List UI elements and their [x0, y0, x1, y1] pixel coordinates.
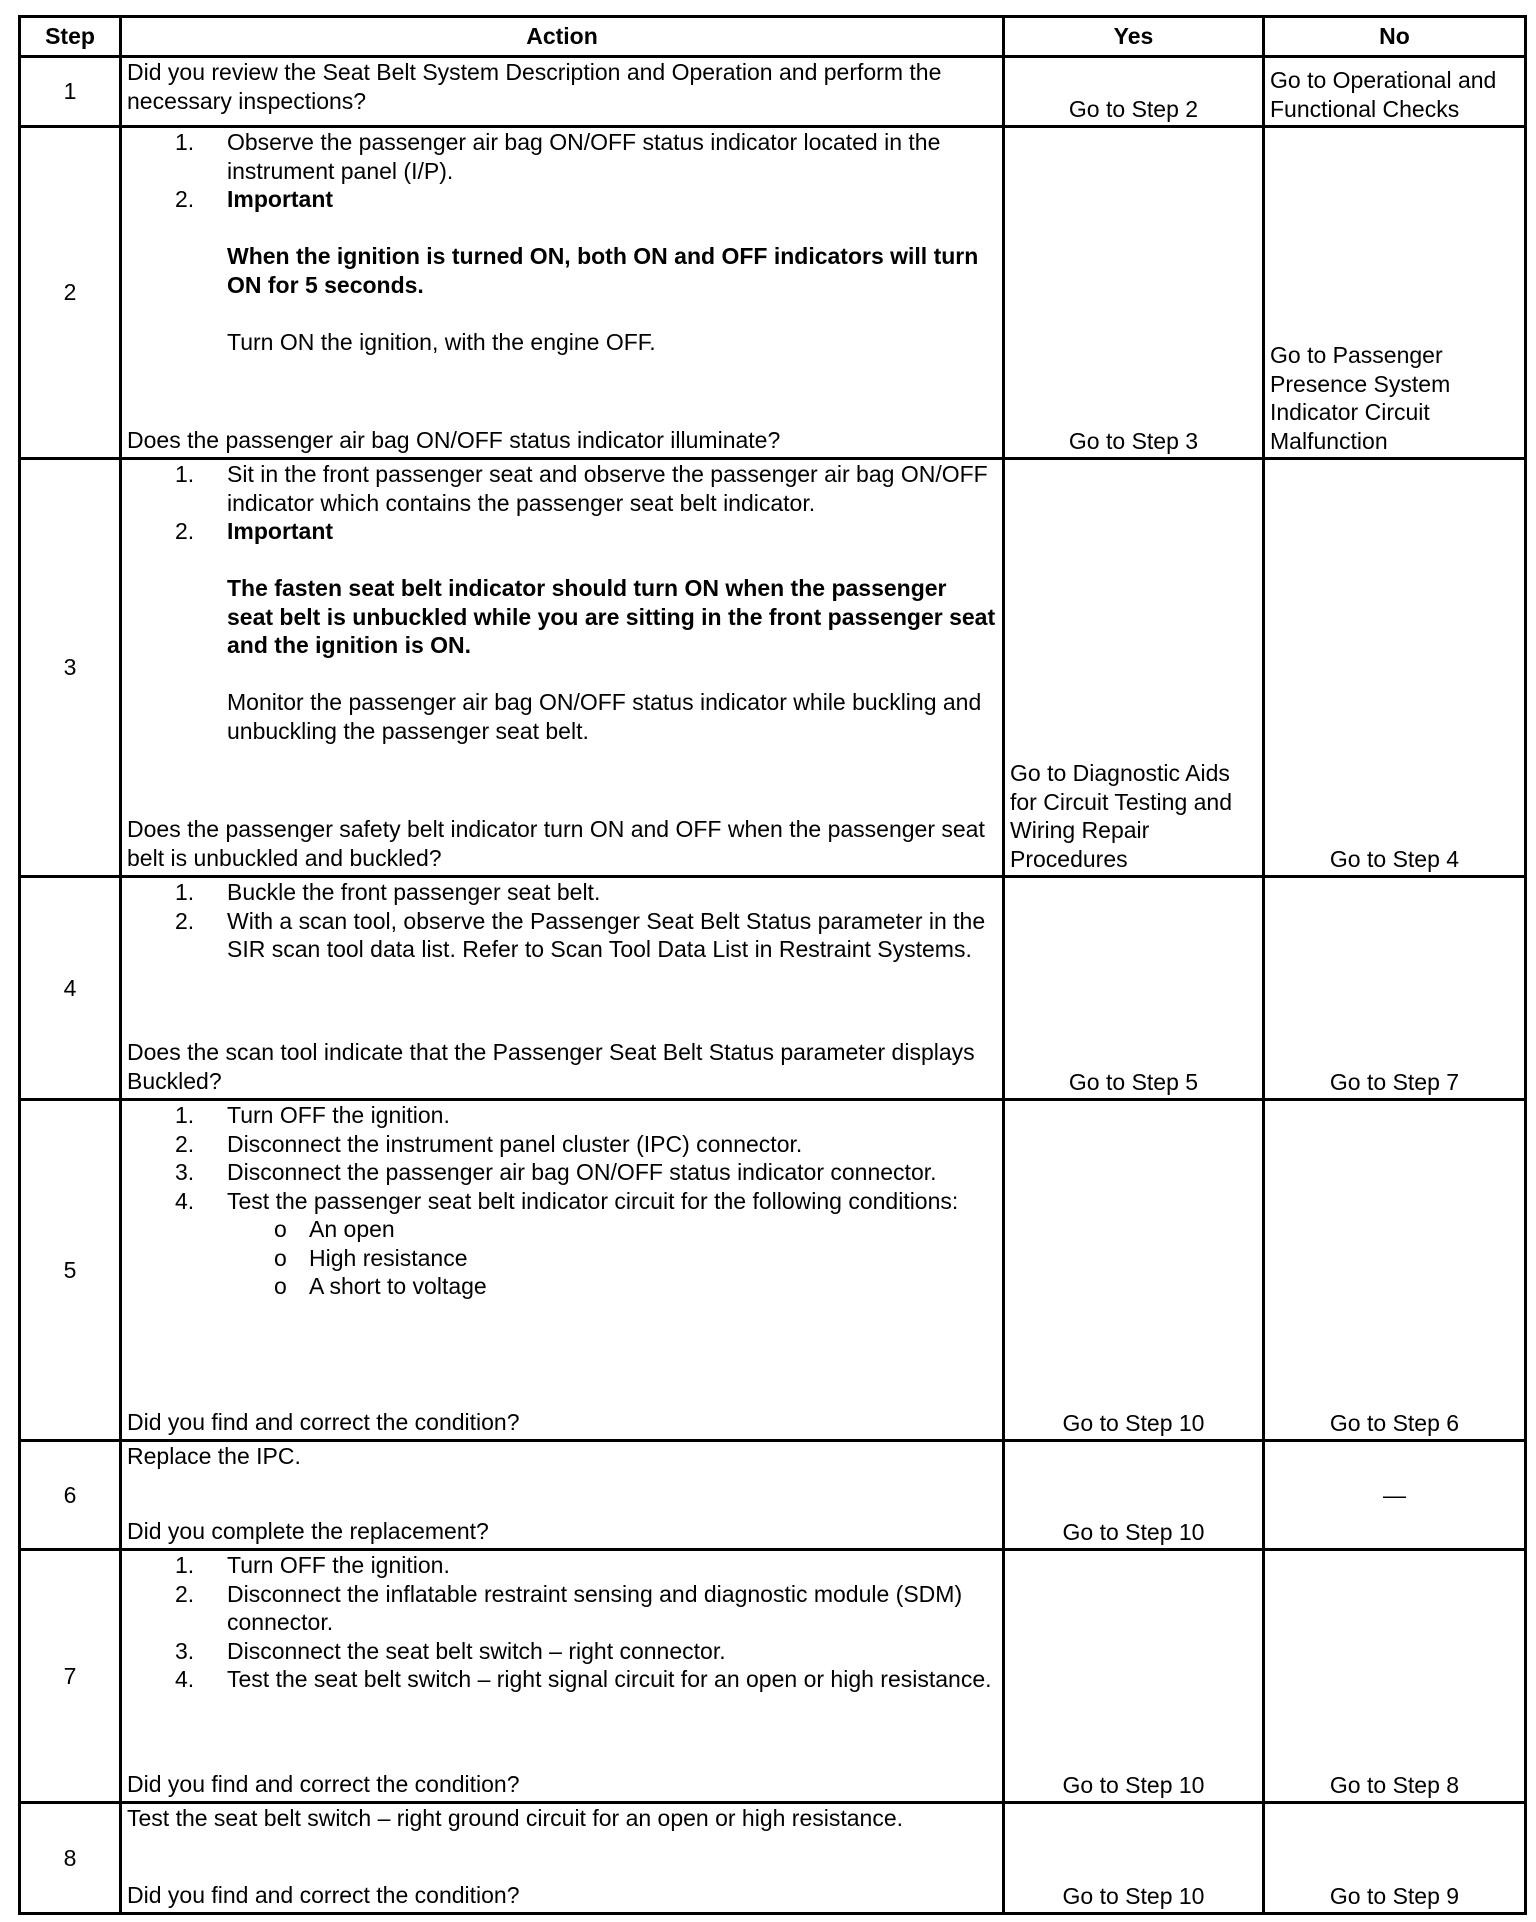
bullet-item	[227, 1272, 997, 1301]
list-item	[127, 1580, 997, 1637]
list-number	[127, 517, 227, 745]
header-no: No	[1264, 17, 1526, 57]
question-text: Did you find and correct the condition?	[127, 1770, 520, 1797]
bullet-item	[227, 1215, 997, 1244]
header-step: Step	[20, 17, 121, 57]
list-item	[127, 1187, 997, 1216]
item-number: 2.	[175, 1130, 195, 1157]
list-body	[227, 1101, 997, 1130]
action-cell	[121, 459, 1004, 877]
bullet-icon: o	[274, 1216, 287, 1242]
action-cell	[121, 57, 1004, 127]
list-number	[127, 1158, 227, 1187]
yes-result: Go to Step 10	[1004, 1441, 1264, 1550]
item-number: 2.	[175, 518, 195, 544]
list-body	[227, 1665, 997, 1694]
action-instructions	[127, 128, 997, 356]
action-instructions	[127, 58, 997, 115]
instruction-list	[127, 460, 997, 745]
item-text: Sit in the front passenger seat and observe the passenger air bag ON/OFF indicator which contains the passenger seat belt indicator.	[227, 461, 988, 516]
bullet-text: High resistance	[309, 1244, 468, 1271]
step-number: 2	[20, 127, 121, 459]
list-item	[127, 1637, 997, 1666]
item-text: Turn OFF the ignition.	[227, 1552, 450, 1578]
header-action: Action	[121, 17, 1004, 57]
step-number: 7	[20, 1550, 121, 1803]
action-cell	[121, 127, 1004, 459]
list-number	[127, 1637, 227, 1666]
list-item	[127, 1665, 997, 1694]
bullet-text: A short to voltage	[309, 1273, 487, 1299]
no-result: Go to Step 4	[1264, 459, 1526, 877]
question-text: Does the passenger air bag ON/OFF status indicator illuminate?	[127, 426, 781, 453]
item-number: 1.	[175, 1102, 195, 1128]
list-number	[127, 1551, 227, 1580]
step-number: 5	[20, 1100, 121, 1441]
list-number	[127, 907, 227, 964]
no-result: Go to Step 7	[1264, 877, 1526, 1100]
action-instructions	[127, 460, 997, 745]
action-content	[127, 128, 997, 454]
list-item	[127, 907, 997, 964]
list-item	[127, 185, 997, 356]
action-content	[127, 1804, 997, 1909]
important-label: Important	[227, 186, 334, 212]
step-number: 4	[20, 877, 121, 1100]
list-body	[227, 1551, 997, 1580]
item-number: 2.	[175, 907, 195, 934]
action-content	[127, 878, 997, 1095]
list-body	[227, 878, 997, 907]
list-body	[227, 517, 997, 745]
list-item	[127, 128, 997, 185]
action-cell	[121, 1550, 1004, 1803]
step-number: 3	[20, 459, 121, 877]
action-instructions	[127, 878, 997, 964]
no-result: Go to Step 8	[1264, 1550, 1526, 1803]
item-number: 1.	[175, 879, 195, 905]
list-body	[227, 1158, 997, 1187]
list-item	[127, 517, 997, 745]
action-content	[127, 1551, 997, 1798]
list-number	[127, 460, 227, 517]
table-row	[20, 1441, 1526, 1550]
item-number: 2.	[175, 1580, 195, 1607]
action-content	[127, 1101, 997, 1436]
step-number: 1	[20, 57, 121, 127]
header-yes: Yes	[1004, 17, 1264, 57]
list-item	[127, 878, 997, 907]
question-text: Did you find and correct the condition?	[127, 1881, 520, 1908]
action-content	[127, 1442, 997, 1545]
action-cell	[121, 877, 1004, 1100]
table-row	[20, 1100, 1526, 1441]
action-instructions	[127, 1804, 997, 1833]
instruction-text: Replace the IPC.	[127, 1443, 301, 1469]
step-number: 8	[20, 1803, 121, 1914]
instruction-list	[127, 128, 997, 356]
list-body	[227, 1187, 997, 1216]
action-cell	[121, 1803, 1004, 1914]
list-body	[227, 1637, 997, 1666]
action-content	[127, 58, 997, 122]
item-text: Disconnect the inflatable restraint sensing and diagnostic module (SDM) connector.	[227, 1580, 963, 1635]
item-text: Turn OFF the ignition.	[227, 1102, 450, 1128]
bullet-icon: o	[274, 1273, 287, 1299]
action-instructions	[127, 1101, 997, 1301]
no-result: Go to Step 9	[1264, 1803, 1526, 1914]
yes-result: Go to Step 10	[1004, 1550, 1264, 1803]
instruction-text: Monitor the passenger air bag ON/OFF status indicator while buckling and unbuckling the passenger seat belt.	[227, 689, 982, 744]
item-number: 1.	[175, 129, 195, 155]
list-number	[127, 878, 227, 907]
instruction-text: Did you review the Seat Belt System Description and Operation and perform the necessary inspections?	[127, 59, 942, 114]
table-row	[20, 459, 1526, 877]
important-note: The fasten seat belt indicator should turn ON when the passenger seat belt is unbuckled while you are sitting in the front passenger seat and the ignition is ON.	[227, 575, 996, 658]
item-text: Observe the passenger air bag ON/OFF status indicator located in the instrument panel (I/P).	[227, 129, 941, 184]
list-item	[127, 460, 997, 517]
item-text: Disconnect the seat belt switch – right connector.	[227, 1637, 726, 1664]
list-number	[127, 1580, 227, 1637]
action-cell	[121, 1100, 1004, 1441]
table-row	[20, 57, 1526, 127]
list-body	[227, 907, 997, 964]
list-number	[127, 1130, 227, 1159]
yes-result: Go to Step 3	[1004, 127, 1264, 459]
bullet-item	[227, 1244, 997, 1273]
instruction-list	[127, 1551, 997, 1694]
item-number: 1.	[175, 461, 195, 487]
table-row	[20, 1550, 1526, 1803]
action-cell	[121, 1441, 1004, 1550]
item-text: Buckle the front passenger seat belt.	[227, 879, 601, 905]
item-number: 4.	[175, 1666, 195, 1692]
list-number	[127, 128, 227, 185]
yes-result: Go to Step 5	[1004, 877, 1264, 1100]
list-item	[127, 1158, 997, 1187]
list-body	[227, 1580, 997, 1637]
item-number: 2.	[175, 186, 195, 212]
action-content	[127, 460, 997, 872]
list-body	[227, 128, 997, 185]
action-instructions	[127, 1442, 997, 1471]
step-number: 6	[20, 1441, 121, 1550]
header-row	[20, 17, 1526, 57]
item-number: 3.	[175, 1637, 195, 1664]
yes-result: Go to Step 10	[1004, 1803, 1264, 1914]
instruction-list	[127, 878, 997, 964]
no-result: Go to Operational and Functional Checks	[1264, 57, 1526, 127]
item-text: Test the seat belt switch – right signal circuit for an open or high resistance.	[227, 1666, 992, 1692]
list-body	[227, 1130, 997, 1159]
item-number: 3.	[175, 1159, 195, 1185]
item-text: Disconnect the passenger air bag ON/OFF status indicator connector.	[227, 1159, 937, 1185]
item-text: Test the passenger seat belt indicator circuit for the following conditions:	[227, 1187, 959, 1214]
list-number	[127, 185, 227, 356]
no-result: Go to Step 6	[1264, 1100, 1526, 1441]
question-text: Did you find and correct the condition?	[127, 1408, 520, 1435]
no-result: Go to Passenger Presence System Indicator Circuit Malfunction	[1264, 127, 1526, 459]
table-row	[20, 877, 1526, 1100]
item-number: 1.	[175, 1552, 195, 1578]
diagnostic-table	[18, 15, 1527, 1915]
question-text: Does the passenger safety belt indicator turn ON and OFF when the passenger seat belt is unbuckled and buckled?	[127, 816, 985, 871]
question-text: Did you complete the replacement?	[127, 1517, 489, 1544]
list-number	[127, 1187, 227, 1216]
yes-result: Go to Diagnostic Aids for Circuit Testing and Wiring Repair Procedures	[1004, 459, 1264, 877]
instruction-text: Test the seat belt switch – right ground circuit for an open or high resistance.	[127, 1805, 904, 1831]
list-item	[127, 1551, 997, 1580]
bullet-text: An open	[309, 1216, 395, 1242]
instruction-text: Turn ON the ignition, with the engine OFF.	[227, 328, 656, 355]
question-text: Does the scan tool indicate that the Passenger Seat Belt Status parameter displays Buckled?	[127, 1039, 975, 1094]
list-number	[127, 1665, 227, 1694]
item-number: 4.	[175, 1187, 195, 1214]
list-body	[227, 460, 997, 517]
important-label: Important	[227, 518, 334, 544]
action-instructions	[127, 1551, 997, 1694]
item-text: With a scan tool, observe the Passenger Seat Belt Status parameter in the SIR scan tool data list. Refer to Scan Tool Data List in Restraint Systems.	[227, 907, 986, 962]
bullet-icon: o	[274, 1244, 287, 1271]
yes-result: Go to Step 2	[1004, 57, 1264, 127]
table-row	[20, 1803, 1526, 1914]
list-number	[127, 1101, 227, 1130]
list-item	[127, 1101, 997, 1130]
instruction-list	[127, 1101, 997, 1301]
yes-result: Go to Step 10	[1004, 1100, 1264, 1441]
no-result: —	[1264, 1441, 1526, 1550]
important-note: When the ignition is turned ON, both ON and OFF indicators will turn ON for 5 seconds.	[227, 243, 979, 298]
list-item	[127, 1130, 997, 1159]
list-body	[227, 185, 997, 356]
item-text: Disconnect the instrument panel cluster (IPC) connector.	[227, 1130, 803, 1157]
table-row	[20, 127, 1526, 459]
